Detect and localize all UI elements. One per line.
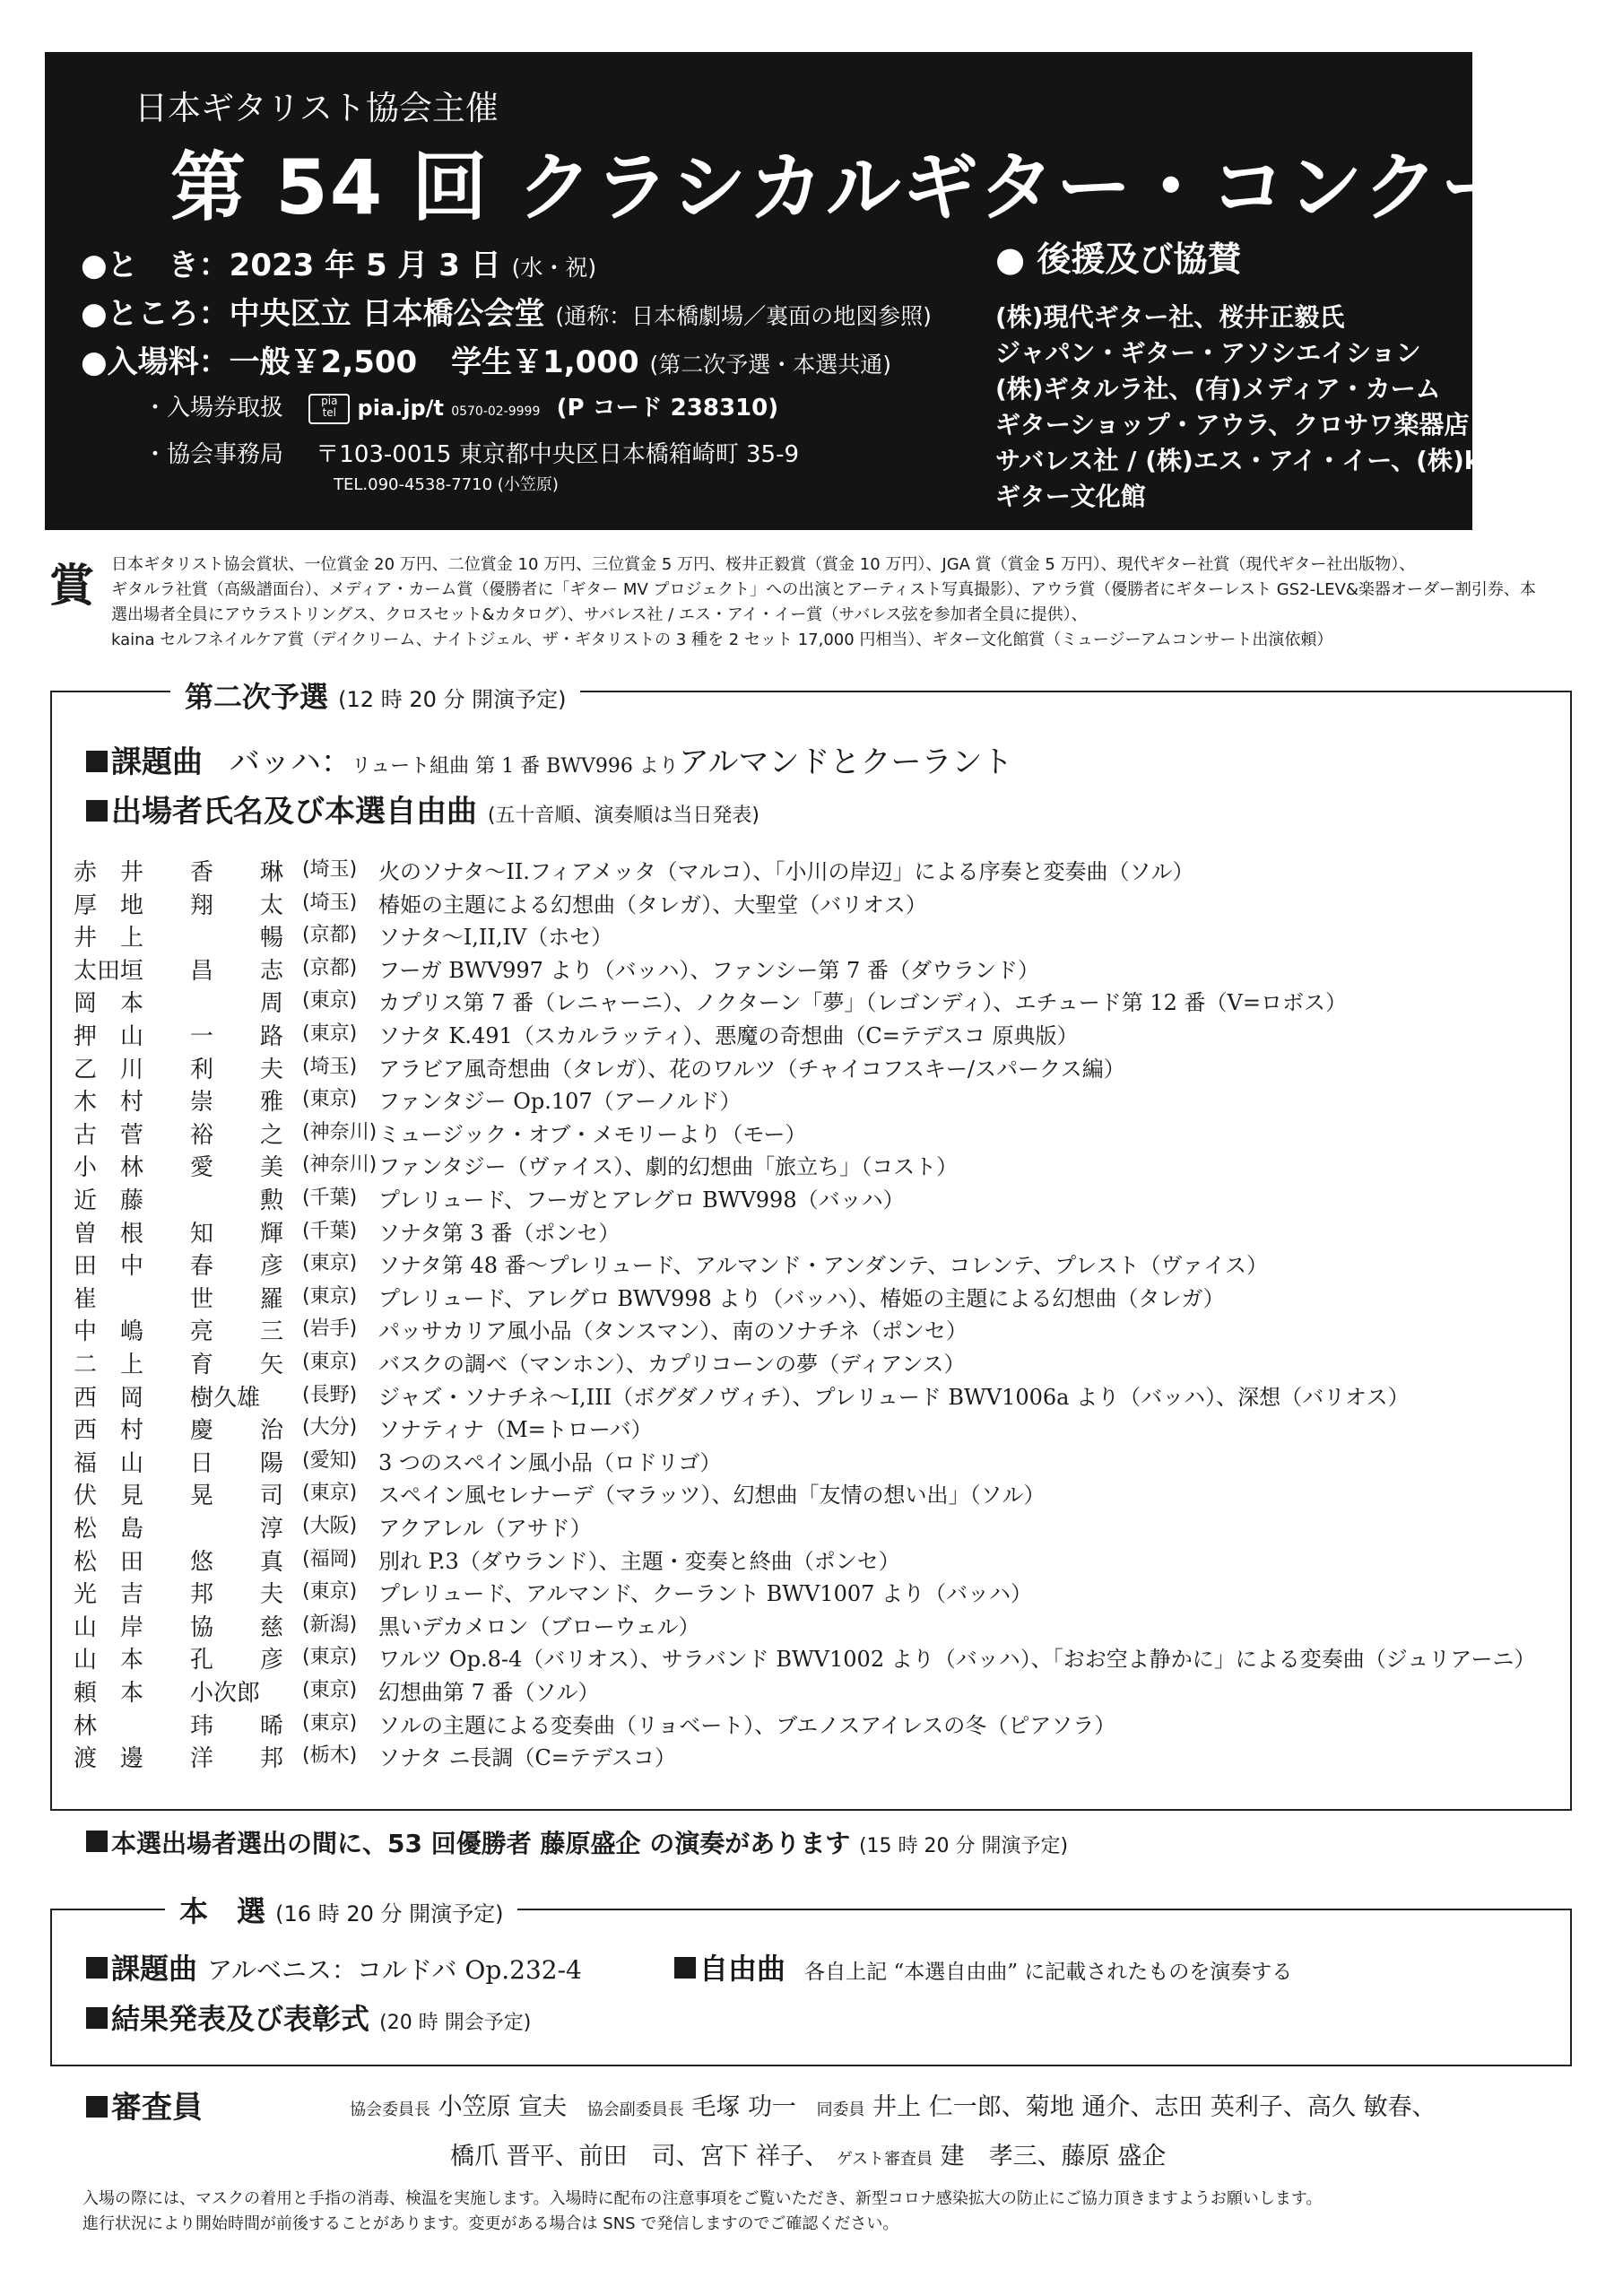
contestant-name: 古 菅 裕 之 [74, 1121, 284, 1149]
ticket-line [143, 389, 778, 424]
contestant-prefecture: (神奈川) [302, 1153, 378, 1177]
venue-label: ●ところ： [81, 296, 230, 332]
contestant-name: 渡 邊 洋 邦 [74, 1745, 284, 1773]
final-free-piece [674, 1946, 1292, 1987]
final-set-piece-label: 課題曲 [111, 1952, 198, 1986]
sponsor-item: サバレス社 / (株)エス・アイ・イー、(株)kaina [995, 446, 1541, 475]
judges-list [350, 2084, 1533, 2183]
contestant-name: 林 玮 晞 [74, 1712, 284, 1740]
pia-phone: 0570-02-9999 [451, 404, 541, 419]
contestant-name: 西 村 慶 治 [74, 1417, 284, 1445]
round2-set-piece [86, 737, 1012, 781]
bullet-square-icon [86, 2007, 108, 2029]
contestant-name: 押 山 一 路 [74, 1023, 284, 1050]
set-piece-title: アルマンドとクーラント [678, 744, 1013, 780]
round2-title: 第二次予選 [185, 680, 329, 714]
contestant-name: 中 嶋 亮 三 [74, 1318, 284, 1346]
contestant-prefecture: (東京) [302, 1580, 358, 1604]
contestant-name: 井 上 暢 [74, 925, 284, 952]
contestant-prefecture: (大阪) [302, 1515, 358, 1537]
contestant-prefecture: (長野) [302, 1383, 358, 1406]
contestant-prefecture: (京都) [302, 956, 358, 979]
contestant-piece: ワルツ Op.8-4（バリオス）、サラバンド BWV1002 より（バッハ）、「おお空よ静かに」による変奏曲（ジュリアーニ） [378, 1647, 1536, 1673]
contestant-prefecture: (東京) [302, 1711, 358, 1735]
contestant-piece: ソナティナ（M=トローバ） [378, 1417, 653, 1443]
contestant-piece: カプリス第 7 番（レニャーニ）、ノクターン「夢」（レゴンディ）、エチュード第 12 番（V=ロボス） [378, 990, 1348, 1016]
contestant-name: 崔 世 羅 [74, 1285, 284, 1313]
contestant-piece: パッサカリア風小品（タンスマン）、南のソナチネ（ポンセ） [378, 1318, 968, 1344]
contestant-piece: 椿姫の主題による幻想曲（タレガ）、大聖堂（バリオス） [378, 891, 927, 918]
contestant-piece: アクアレル（アサド） [378, 1516, 592, 1541]
contestant-name: 小 林 愛 美 [74, 1154, 284, 1182]
chair-name: 小笠原 宣夫 [438, 2093, 568, 2121]
prize-line: ギタルラ社賞（高級譜面台）、メディア・カーム賞（優勝者に「ギター MV プロジェクト」への出演とアーティスト写真撮影）、アウラ賞（優勝者にギターレスト GS2-LEV&楽器オーダー割引券、本 [111, 580, 1536, 599]
interlude [86, 1824, 1068, 1860]
office-label: ・協会事務局 [143, 441, 284, 468]
contestant-name: 赤 井 香 琳 [74, 859, 284, 886]
contestant-name: 田 中 春 彦 [74, 1253, 284, 1281]
contestant-name: 木 村 崇 雅 [74, 1089, 284, 1117]
date-suffix: (水・祝) [511, 255, 597, 281]
bullet-square-icon [86, 2096, 108, 2118]
contestants-note: (五十音順、演奏順は当日発表) [487, 804, 760, 827]
round2-heading [170, 674, 580, 716]
results-label: 結果発表及び表彰式 [111, 2002, 370, 2036]
contestant-piece: ソナタ ニ長調（C=テデスコ） [378, 1745, 676, 1771]
interlude-text: 本選出場者選出の間に、53 回優勝者 藤原盛企 の演奏があります [111, 1829, 851, 1858]
prize-line: 選出場者全員にアウラストリングス、クロスセット&カタログ）、サバレス社 / エス・アイ・イー賞（サバレス弦を参加者全員に提供）、 [111, 605, 1088, 624]
round2-time: (12 時 20 分 開演予定) [338, 687, 567, 712]
date-label: ●と き： [81, 248, 230, 283]
contestant-prefecture: (東京) [302, 1351, 358, 1373]
ticket-label: ・入場券取扱 [143, 395, 284, 422]
contestant-piece: 黒いデカメロン（ブローウェル） [378, 1613, 700, 1639]
final-title: 本 選 [179, 1894, 266, 1928]
sponsors-title: ● 後援及び協賛 [995, 239, 1242, 279]
bullet-square-icon [86, 751, 108, 772]
vice-name: 毛塚 功一 [691, 2093, 796, 2121]
venue-line [81, 289, 932, 333]
contestant-name: 西 岡 樹久雄 [74, 1384, 261, 1412]
contestant-prefecture: (東京) [302, 1252, 358, 1275]
judges-label: 審査員 [111, 2090, 203, 2126]
contestant-prefecture: (愛知) [302, 1448, 358, 1472]
set-piece-composer: バッハ： [229, 744, 352, 780]
contestant-prefecture: (東京) [302, 1646, 358, 1669]
sponsor-item: ギター文化館 [995, 482, 1146, 511]
final-heading [165, 1889, 517, 1930]
chair-role: 協会委員長 [350, 2100, 430, 2119]
contestant-piece: 3 つのスペイン風小品（ロドリゴ） [378, 1449, 722, 1475]
contestant-piece: プレリュード、アルマンド、クーラント BWV1007 より（バッハ） [378, 1581, 1033, 1607]
contestant-prefecture: (福岡) [302, 1547, 358, 1570]
contestant-prefecture: (新潟) [302, 1613, 358, 1636]
contestant-piece: スペイン風セレナーデ（マラッツ）、幻想曲「友情の想い出」（ソル） [378, 1483, 1046, 1509]
pia-site: pia.jp/t [357, 396, 444, 421]
contestant-name: 太田垣 昌 志 [74, 957, 284, 985]
venue-note: (通称：日本橋劇場／裏面の地図参照) [555, 303, 932, 329]
concert-title: 第 54 回 クラシカルギター・コンクール [170, 144, 1593, 231]
contestant-prefecture: (埼玉) [302, 858, 358, 881]
contestant-piece: ソルの主題による変奏曲（リョベート）、ブエノスアイレスの冬（ピアソラ） [378, 1712, 1116, 1738]
sponsor-item: ジャパン・ギター・アソシエイション [995, 338, 1421, 368]
contestant-name: 乙 川 利 夫 [74, 1056, 284, 1083]
contestant-name: 厚 地 翔 太 [74, 891, 284, 919]
contestant-name: 近 藤 勲 [74, 1187, 284, 1214]
header-banner [45, 52, 1593, 530]
contestant-prefecture: (東京) [302, 1679, 358, 1701]
contestant-name: 伏 見 晃 司 [74, 1483, 284, 1510]
bullet-square-icon [86, 1831, 108, 1852]
final-section [50, 1909, 1572, 2066]
free-piece-value: 各自上記 “本選自由曲” に記載されたものを演奏する [804, 1961, 1293, 1984]
contestant-piece: 幻想曲第 7 番（ソル） [378, 1680, 600, 1705]
organizer: 日本ギタリスト協会主催 [135, 89, 499, 127]
contestant-name: 曽 根 知 輝 [74, 1220, 284, 1248]
contestant-piece: ミュージック・オブ・メモリーより（モー） [378, 1121, 807, 1147]
contestants-heading [86, 787, 759, 831]
members-role: 同委員 [816, 2100, 865, 2119]
contestant-prefecture: (東京) [302, 1088, 358, 1111]
final-time: (16 時 20 分 開演予定) [275, 1901, 504, 1926]
bullet-square-icon [674, 1957, 696, 1979]
contestant-name: 光 吉 邦 夫 [74, 1581, 284, 1609]
contestant-prefecture: (埼玉) [302, 891, 358, 914]
contestant-piece: ソナタ K.491（スカルラッティ）、悪魔の奇想曲（C=テデスコ 原典版） [378, 1023, 1079, 1048]
guest-names: 建 孝三、藤原 盛企 [940, 2143, 1167, 2170]
results-time: (20 時 開会予定) [379, 2012, 532, 2034]
prize-line: kaina セルフネイルケア賞（デイクリーム、ナイトジェル、ザ・ギタリストの 3 種を 2 セット 17,000 円相当）、ギター文化館賞（ミュージーアムコンサート出演依頼） [111, 631, 1333, 649]
contestant-piece: バスクの調べ（マンホン）、カプリコーンの夢（ディアンス） [378, 1352, 966, 1377]
contestant-prefecture: (千葉) [302, 1187, 358, 1209]
contestant-name: 松 田 悠 真 [74, 1548, 284, 1576]
fee-student: 学生￥1,000 [451, 344, 639, 380]
office-line [143, 436, 799, 469]
contestant-piece: ファンタジー Op.107（アーノルド） [378, 1089, 742, 1115]
footer-notes [82, 2187, 1553, 2237]
fee-general: 一般￥2,500 [229, 344, 418, 380]
prize-line: 日本ギタリスト協会賞状、一位賞金 20 万円、二位賞金 10 万円、三位賞金 5 万円、桜井正毅賞（賞金 10 万円）、JGA 賞（賞金 5 万円）、現代ギター社賞（現代ギター社出版物）、 [111, 555, 1416, 574]
fee-label: ●入場料： [81, 344, 230, 380]
contestant-prefecture: (東京) [302, 1022, 358, 1045]
contestant-piece: プレリュード、フーガとアレグロ BWV998（バッハ） [378, 1187, 905, 1213]
contestant-prefecture: (神奈川) [302, 1120, 378, 1144]
set-piece-small: リュート組曲 第 1 番 BWV996 より [351, 755, 679, 778]
contestant-prefecture: (東京) [302, 1284, 358, 1308]
sponsor-item: (株)ギタルラ社、(有)メディア・カーム [995, 374, 1441, 404]
contestant-piece: ジャズ・ソナチネ〜I,III（ボグダノヴィチ）、プレリュード BWV1006a より（バッハ）、深想（バリオス） [378, 1384, 1410, 1410]
results-line [86, 1996, 531, 2038]
prize-list [111, 552, 1555, 653]
date-line [81, 240, 596, 284]
prize-mark: 賞 [49, 560, 94, 612]
contestant-piece: フーガ BWV997 より（バッハ）、ファンシー第 7 番（ダウランド） [378, 957, 1039, 983]
contestant-prefecture: (千葉) [302, 1219, 358, 1242]
contestant-name: 岡 本 周 [74, 990, 284, 1018]
members-names-2: 橋爪 晋平、前田 司、宮下 祥子、 [450, 2143, 829, 2170]
pcode: (P コード 238310) [556, 395, 779, 422]
fee-note: (第二次予選・本選共通) [649, 352, 891, 378]
judges-heading [86, 2083, 203, 2126]
final-set-piece-value: アルベニス：コルドバ Op.232-4 [207, 1955, 582, 1985]
contestant-piece: 別れ P.3（ダウランド）、主題・変奏と終曲（ポンセ） [378, 1548, 900, 1574]
contestant-name: 松 島 淳 [74, 1516, 284, 1543]
note-line: 進行状況により開始時間が前後することがあります。変更がある場合は SNS で発信しますのでご確認ください。 [82, 2214, 899, 2233]
date-value: 2023 年 5 月 3 日 [229, 248, 501, 283]
contestant-piece: ソナタ第 3 番（ポンセ） [378, 1220, 621, 1246]
interlude-time: (15 時 20 分 開演予定) [858, 1835, 1069, 1857]
contestant-name: 福 山 日 陽 [74, 1449, 284, 1477]
contestant-prefecture: (東京) [302, 1482, 358, 1505]
vice-role: 協会副委員長 [586, 2100, 684, 2119]
fee-line [81, 337, 891, 381]
contestant-prefecture: (埼玉) [302, 1055, 358, 1078]
contestant-piece: ファンタジー（ヴァイス）、劇的幻想曲「旅立ち」（コスト） [378, 1154, 959, 1180]
contestant-name: 頼 本 小次郎 [74, 1680, 261, 1707]
office-tel: TEL.090-4538-7710 (小笠原) [334, 475, 559, 494]
office-address: 〒103-0015 東京都中央区日本橋箱崎町 35-9 [316, 441, 799, 468]
guest-role: ゲスト審査員 [836, 2150, 933, 2169]
contestant-piece: ソナタ第 48 番〜プレリュード、アルマンド・アンダンテ、コレンテ、プレスト（ヴァイス） [378, 1253, 1268, 1279]
contestant-prefecture: (大分) [302, 1416, 358, 1439]
contestant-prefecture: (京都) [302, 924, 358, 947]
contestant-name: 山 本 孔 彦 [74, 1647, 284, 1674]
note-line: 入場の際には、マスクの着用と手指の消毒、検温を実施します。入場時に配布の注意事項をご覧いただき、新型コロナ感染拡大の防止にご協力頂きますようお願いします。 [82, 2189, 1323, 2208]
sponsor-item: (株)現代ギター社、桜井正毅氏 [995, 302, 1345, 332]
venue-value: 中央区立 日本橋公会堂 [229, 296, 545, 332]
final-set-piece [86, 1946, 582, 1987]
contestant-piece: アラビア風奇想曲（タレガ）、花のワルツ（チャイコフスキー/スパークス編） [378, 1056, 1125, 1082]
bullet-square-icon [86, 800, 108, 822]
contestant-prefecture: (岩手) [302, 1318, 358, 1341]
free-piece-label: 自由曲 [699, 1952, 786, 1986]
contestant-prefecture: (東京) [302, 989, 358, 1013]
contestant-piece: 火のソナタ〜II.フィアメッタ（マルコ）、「小川の岸辺」による序奏と変奏曲（ソル） [378, 859, 1194, 884]
contestant-name: 二 上 育 矢 [74, 1352, 284, 1378]
contestant-prefecture: (栃木) [302, 1744, 358, 1768]
members-names: 井上 仁一郎、菊地 通介、志田 英利子、高久 敏春、 [872, 2093, 1436, 2121]
contestant-piece: ソナタ〜I,II,IV（ホセ） [378, 925, 613, 951]
pia-logo-icon: pia tel [308, 394, 350, 424]
sponsor-item: ギターショップ・アウラ、クロサワ楽器店 [995, 410, 1470, 439]
bullet-square-icon [86, 1957, 108, 1979]
contestant-name: 山 岸 協 慈 [74, 1613, 284, 1641]
contestants-label: 出場者氏名及び本選自由曲 [111, 794, 477, 830]
contestant-piece: プレリュード、アレグロ BWV998 より（バッハ）、椿姫の主題による幻想曲（タレガ） [378, 1285, 1225, 1311]
set-piece-label: 課題曲 [111, 744, 203, 780]
